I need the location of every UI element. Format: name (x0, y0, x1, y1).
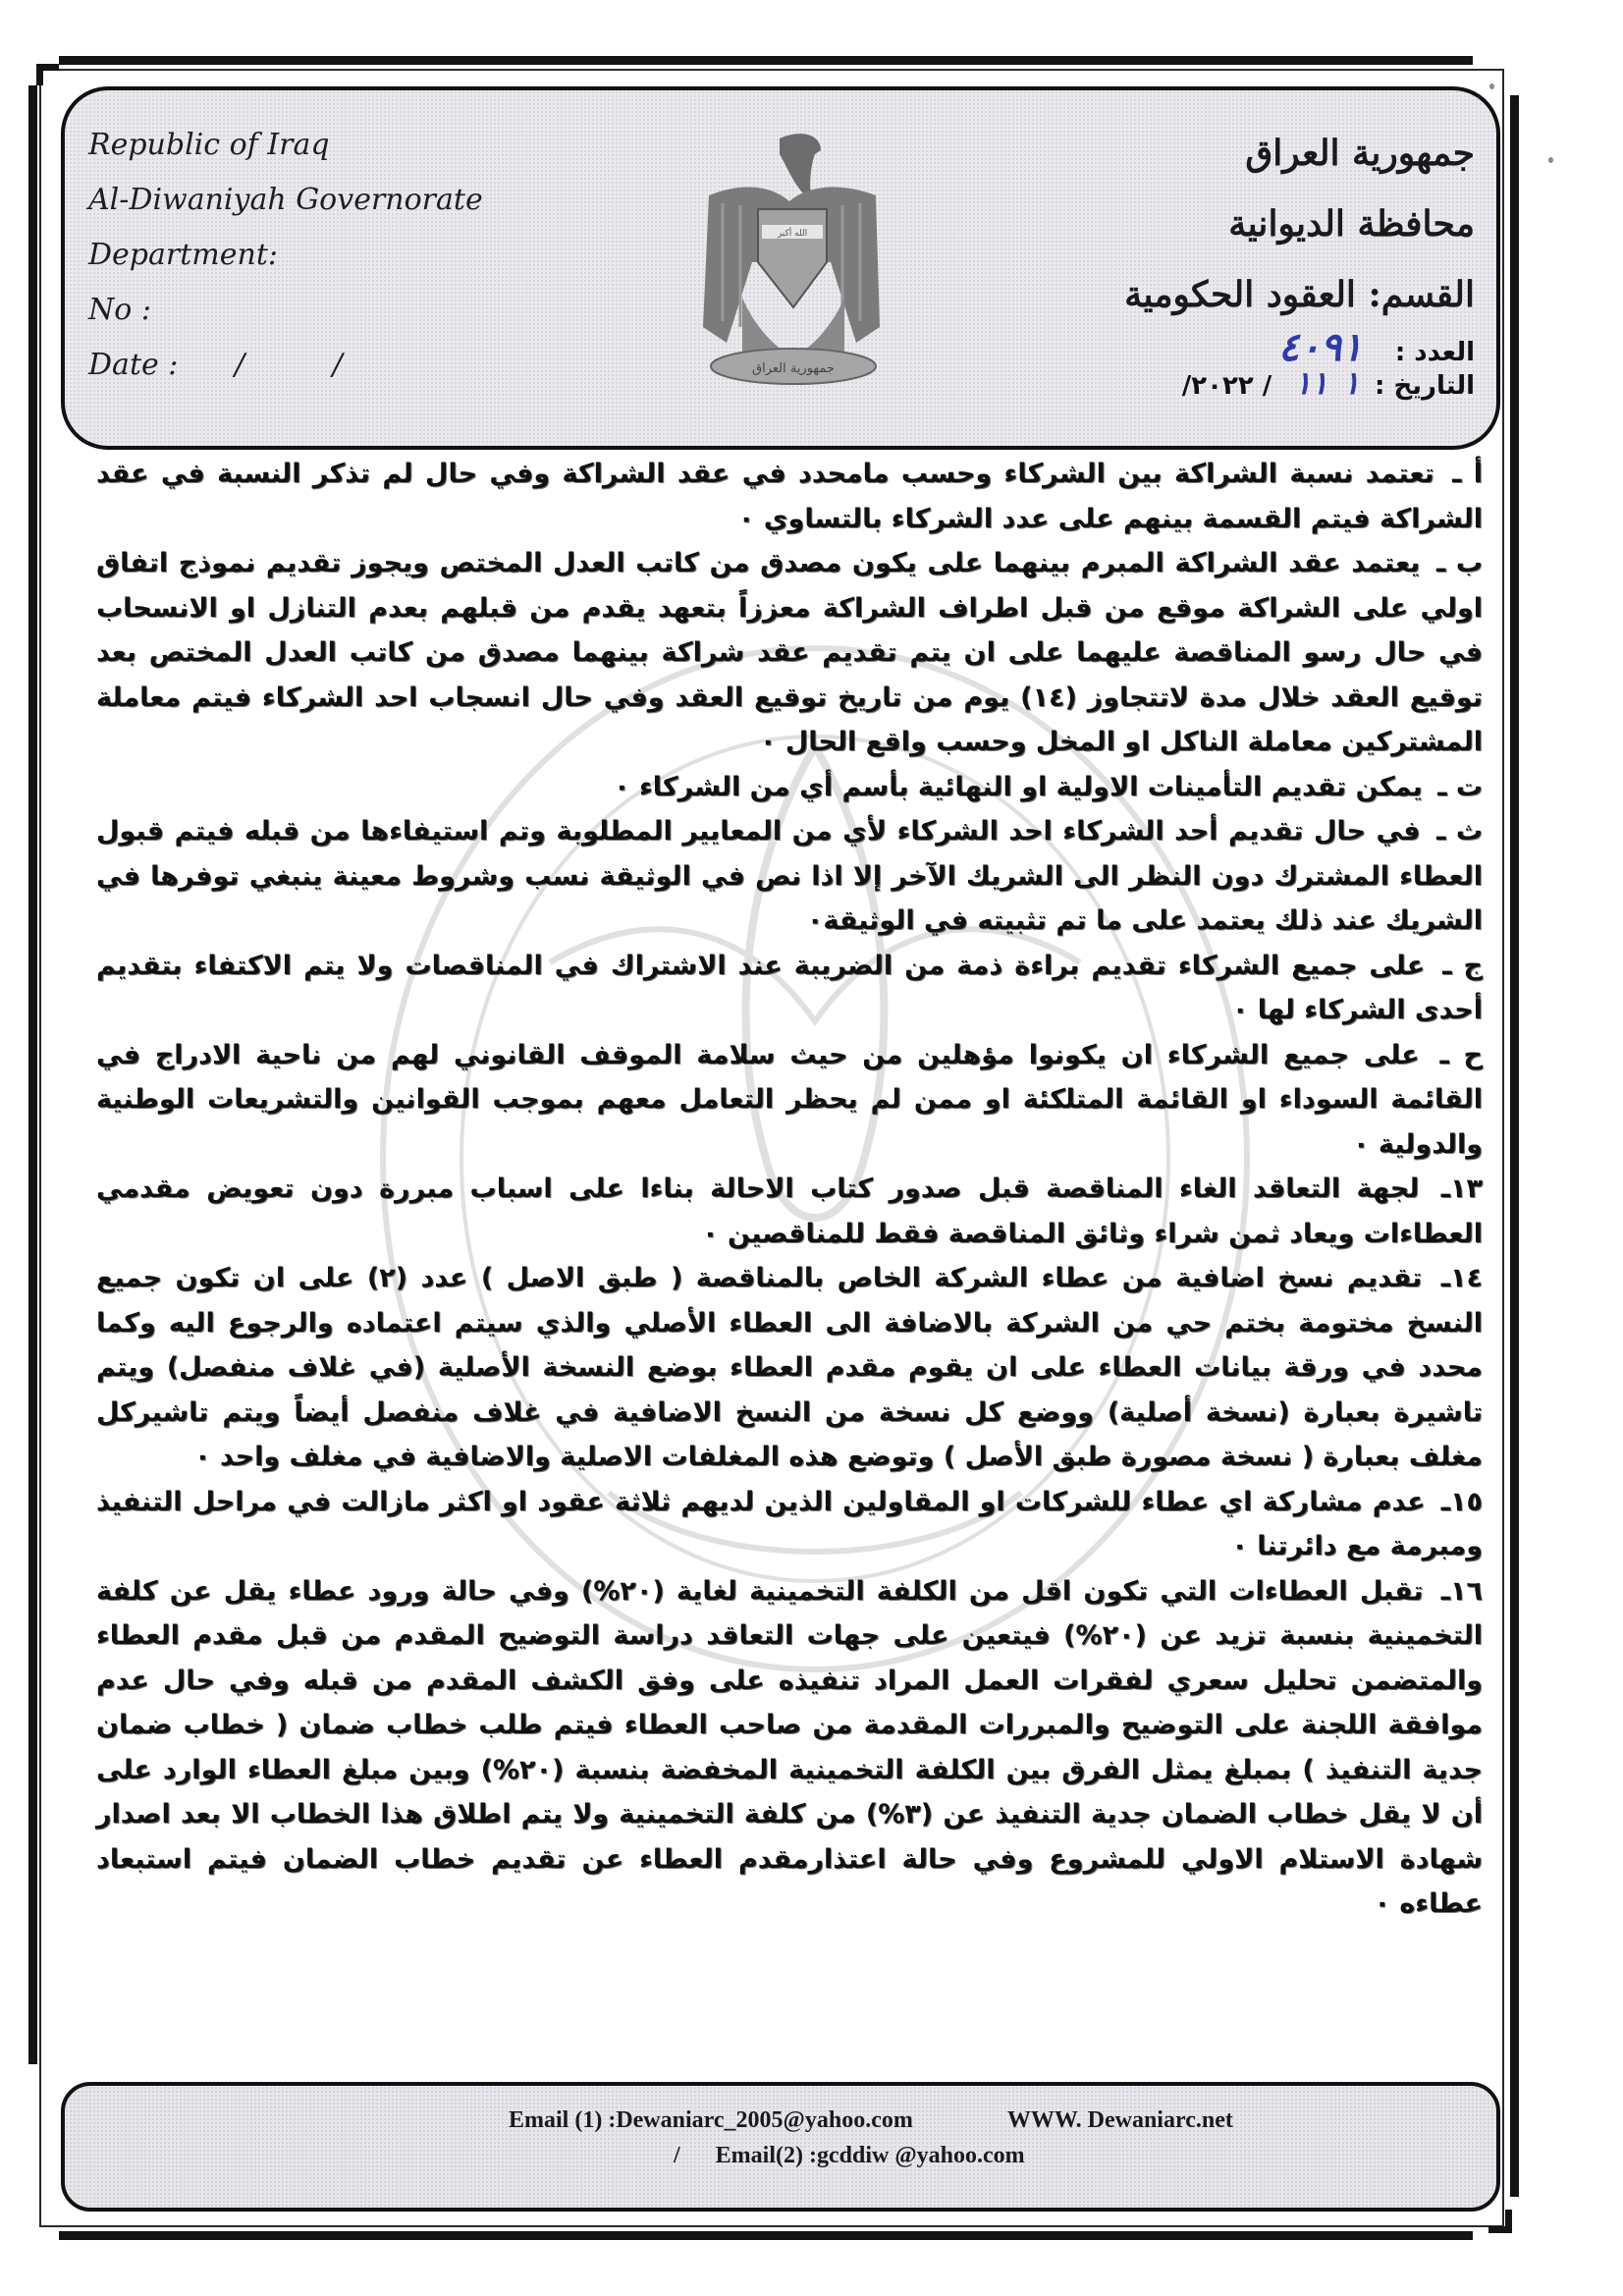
department-label-en: Department: (88, 238, 278, 272)
clause-13 (96, 1167, 1483, 1256)
country-name-en: Republic of Iraq (88, 128, 330, 162)
footer-email-2[interactable]: Email(2) :gcddiw @yahoo.com (715, 2143, 1025, 2168)
number-label-ar: العدد : (1394, 338, 1475, 367)
date-year-printed: / ٢٠٢٢/ (1181, 371, 1272, 401)
clause-th (96, 809, 1483, 944)
letterhead-english (88, 118, 483, 393)
frame-border-bottom (59, 2231, 1473, 2240)
frame-border-top (59, 56, 1473, 65)
clause-text: يمكن تقديم التأمينات الاولية او النهائية بأسم أي من الشركاء ٠ (614, 771, 1423, 802)
clause-text: لجهة التعاقد الغاء المناقصة قبل صدور كتاب الاحالة بناءا على اسباب مبررة دون تعويض مقدمي العطاءات ويعاد ثمن شراء وثائق المناقصة فقط للمناقصين ٠ (96, 1174, 1483, 1249)
frame-corner-bottom-right (1488, 2210, 1512, 2233)
scan-speck (1489, 83, 1494, 89)
clause-16 (96, 1569, 1483, 1927)
number-label-en: No : (88, 293, 151, 327)
governorate-name-ar: محافظة الديوانية (1228, 203, 1475, 245)
document-body (96, 452, 1483, 1927)
clause-marker: ث ـ (1436, 816, 1483, 847)
scan-speck (1548, 157, 1553, 163)
date-day-handwritten: ١ (1342, 364, 1360, 402)
clause-text: تقبل العطاءات التي تكون اقل من الكلفة التخمينية لغاية (٢٠%) وفي حالة ورود عطاء يقل عن كلفة التخمينية بنسبة تزيد عن (٢٠%) فيتعين على جهات التعاقد دراسة التوضيح المقدم من قبل مقدم العطاء والمتضمن تحليل سعري لفقرات العمل المراد تنفيذه على وفق الكشف المقدم من قبله وفي حال عدم موافقة اللجنة على التوضيح والمبررات المقدمة من صاحب العطاء فيتم طلب خطاب ضمان ( خطاب ضمان جدية التنفيذ ) بمبلغ يمثل الفرق بين الكلفة التخمينية المخفضة بنسبة (٢٠%) وبين مبلغ العطاء الوارد على أن لا يقل خطاب الضمان جدية التنفيذ عن (٣%) من كلفة التخمينية ولا يتم اطلاق هذا الخطاب الا بعد اصدار شهادة الاستلام الاولي للمشروع وفي حالة اعتذارمقدم العطاء عن تقديم خطاب الضمان فيتم استبعاد عطاءه ٠ (96, 1575, 1483, 1919)
footer-website[interactable]: WWW. Dewaniarc.net (1006, 2107, 1233, 2133)
date-slashes-en: / / (234, 348, 382, 382)
clause-text: عدم مشاركة اي عطاء للشركات او المقاولين الذين لديهم ثلاثة عقود او اكثر مازالت في مراحل التنفيذ ومبرمة مع دائرتنا ٠ (96, 1486, 1483, 1561)
clause-marker: ١٣ـ (1440, 1174, 1483, 1204)
clause-marker: ١٤ـ (1440, 1263, 1483, 1293)
frame-border-left (28, 85, 37, 2064)
clause-marker: أ ـ (1452, 459, 1484, 489)
clause-text: في حال تقديم أحد الشركاء احد الشركاء لأي من المعايير المطلوبة وتم استيفاءها من قبله فيتم قبول العطاء المشترك دون النظر الى الشريك الآخر إلا اذا نص في الوثيقة نسب وشروط معينة ينبغي توفرها في الشريك عند ذلك يعتمد على ما تم تثبيته في الوثيقة٠ (96, 816, 1483, 936)
letterhead (61, 86, 1500, 450)
clause-t (96, 765, 1483, 810)
clause-marker: ١٦ـ (1440, 1575, 1483, 1607)
clause-text: تعتمد نسبة الشراكة بين الشركاء وحسب مامحدد في عقد الشراكة وفي حال لم تذكر النسبة في عقد الشراكة فيتم القسمة بينهم على عدد الشركاء بالتساوي ٠ (96, 459, 1483, 534)
emblem-caption-text: جمهورية العراق (752, 361, 835, 376)
footer-contact-row-2 (674, 2143, 1025, 2169)
letterhead-arabic (1124, 118, 1475, 401)
document-date (1124, 365, 1475, 401)
letterhead-footer (61, 2082, 1500, 2212)
department-name-ar: القسم: العقود الحكومية (1124, 274, 1475, 315)
footer-email-1[interactable]: Email (1) :Dewaniarc_2005@yahoo.com (509, 2107, 913, 2133)
clause-text: على جميع الشركاء ان يكونوا مؤهلين من حيث سلامة الموقف القانوني لهم من ناحية الادراج في القائمة السوداء او القائمة المتلكئة او ممن لم يحظر التعامل معهم بموجب القوانين والتشريعات الوطنية والدولية ٠ (96, 1039, 1483, 1160)
clause-text: يعتمد عقد الشراكة المبرم بينهما على يكون مصدق من كاتب العدل المختص ويجوز تقديم نموذج اتفاق اولي على الشراكة موقع من قبل اطراف الشراكة معززاً بتعهد يقدم من قبلهم بعدم التنازل او الانسحاب في حال رسو المناقصة عليهما على ان يتم تقديم عقد شراكة بينهما مصدق من كاتب العدل المختص بعد توقيع العقد خلال مدة لاتتجاوز (١٤) يوم من تاريخ توقيع العقد وفي حال انسجاب احد الشركاء فيتم معاملة المشتركين معاملة الناكل او المخل وحسب واقع الحال ٠ (96, 548, 1483, 757)
clause-14 (96, 1256, 1483, 1480)
clause-marker: ١٥ـ (1440, 1486, 1483, 1517)
footer-contact-row-1 (509, 2107, 1233, 2134)
clause-marker: ج ـ (1442, 950, 1483, 981)
document-number (1124, 324, 1475, 370)
frame-corner-top-left (36, 64, 59, 85)
date-label-en: Date : (88, 348, 179, 382)
date-month-handwritten: ١١ (1294, 364, 1328, 402)
clause-a (96, 452, 1483, 541)
clause-b (96, 541, 1483, 765)
governorate-name-en: Al-Diwaniyah Governorate (88, 183, 483, 217)
country-name-ar: جمهورية العراق (1245, 133, 1475, 174)
clause-h (96, 1033, 1483, 1168)
clause-text: تقديم نسخ اضافية من عطاء الشركة الخاص بالمناقصة ( طبق الاصل ) عدد (٢) على ان تكون جميع النسخ مختومة بختم حي من الشركة بالاضافة الى العطاء الأصلي والذي سيتم اعتماده والرجوع اليه وكما محدد في ورقة بيانات العطاء على ان يقوم مقدم العطاء بوضع النسخة الأصلية (في غلاف منفصل) ويتم تاشيرة بعبارة (نسخة أصلية) ووضع كل نسخة من النسخ الاضافية في غلاف منفصل أيضاً ويتم تاشيركل مغلف بعبارة ( نسخة مصورة طبق الأصل ) وتوضع هذه المغلفات الاصلية والاضافية في مغلف واحد ٠ (96, 1263, 1483, 1472)
frame-border-right (1510, 95, 1519, 2197)
iraq-eagle-emblem-icon (683, 125, 899, 400)
footer-separator: / (674, 2143, 680, 2168)
clause-marker: ح ـ (1439, 1039, 1484, 1070)
date-field-en (88, 338, 483, 393)
number-handwritten: ٤٠٩١ (1277, 324, 1363, 370)
date-label-ar: التاريخ : (1375, 371, 1475, 401)
emblem-banner-text: الله أكبر (777, 229, 808, 239)
clause-j (96, 944, 1483, 1033)
clause-text: على جميع الشركاء تقديم براءة ذمة من الضريبة عند الاشتراك في المناقصات ولا يتم الاكتفاء بتقديم أحدى الشركاء لها ٠ (96, 950, 1483, 1025)
clause-15 (96, 1480, 1483, 1569)
clause-marker: ت ـ (1437, 771, 1483, 802)
clause-marker: ب ـ (1435, 548, 1483, 578)
